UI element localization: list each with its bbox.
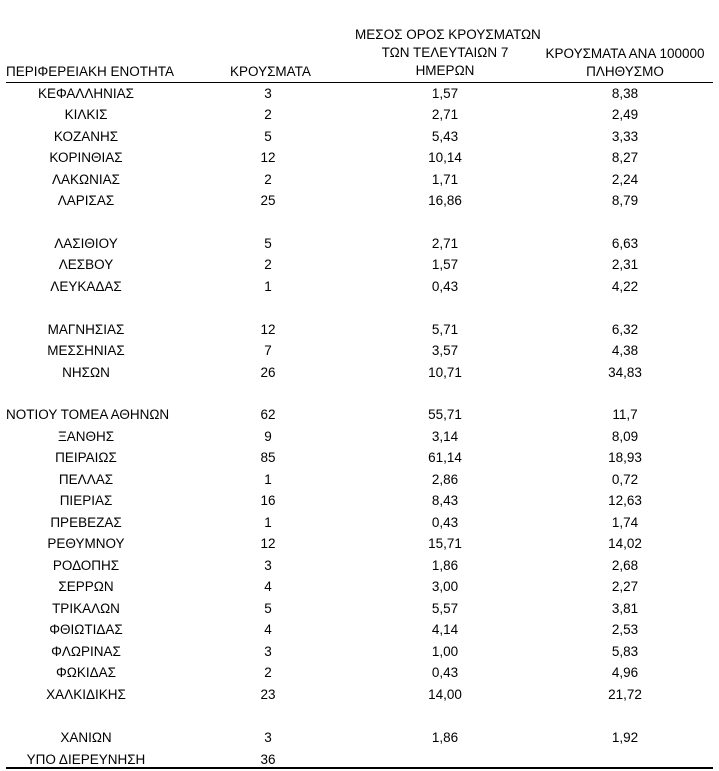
cell-per100k: 2,49 bbox=[611, 107, 639, 122]
cell-region: ΦΘΙΩΤΙΔΑΣ bbox=[49, 622, 123, 637]
cell-cases: 23 bbox=[260, 687, 276, 702]
cell-avg7: 2,86 bbox=[431, 472, 459, 487]
cell-per100k: 4,96 bbox=[611, 665, 639, 680]
cell-region: ΚΟΖΑΝΗΣ bbox=[53, 129, 119, 144]
cell-avg7: 0,43 bbox=[431, 665, 459, 680]
cell-region: ΚΕΦΑΛΛΗΝΙΑΣ bbox=[37, 86, 135, 101]
header-region: ΠΕΡΙΦΕΡΕΙΑΚΗ ΕΝΟΤΗΤΑ bbox=[6, 64, 175, 79]
cell-per100k: 8,38 bbox=[611, 86, 639, 101]
header-per100k-line2: ΠΛΗΘΥΣΜΟ bbox=[586, 64, 664, 79]
cell-per100k: 14,02 bbox=[608, 536, 642, 551]
cell-region: ΛΑΚΩΝΙΑΣ bbox=[52, 172, 120, 187]
cell-per100k: 8,27 bbox=[611, 150, 639, 165]
cell-avg7: 1,57 bbox=[431, 257, 459, 272]
cell-cases: 26 bbox=[260, 365, 276, 380]
cell-avg7: 3,00 bbox=[431, 579, 459, 594]
cell-cases: 4 bbox=[264, 579, 272, 594]
cell-region: ΝΟΤΙΟΥ ΤΟΜΕΑ ΑΘΗΝΩΝ bbox=[6, 407, 170, 422]
cell-cases: 12 bbox=[260, 322, 276, 337]
cell-per100k: 2,53 bbox=[611, 622, 639, 637]
cell-avg7: 2,71 bbox=[431, 236, 459, 251]
cell-avg7: 0,43 bbox=[431, 279, 459, 294]
cell-cases: 2 bbox=[264, 107, 272, 122]
cell-per100k: 12,63 bbox=[608, 493, 642, 508]
cell-region: ΚΙΛΚΙΣ bbox=[64, 107, 108, 122]
cell-region: ΞΑΝΘΗΣ bbox=[57, 429, 115, 444]
cell-per100k: 8,09 bbox=[611, 429, 639, 444]
cell-per100k: 6,32 bbox=[611, 322, 639, 337]
cell-avg7: 5,43 bbox=[431, 129, 459, 144]
cell-cases: 1 bbox=[264, 515, 272, 530]
cell-avg7: 1,57 bbox=[431, 86, 459, 101]
cell-region: ΣΕΡΡΩΝ bbox=[58, 579, 114, 594]
cell-avg7: 15,71 bbox=[428, 536, 462, 551]
header-avg7-line2: ΤΩΝ ΤΕΛΕΥΤΑΙΩΝ 7 bbox=[381, 45, 509, 60]
cell-cases: 7 bbox=[264, 343, 272, 358]
header-avg7 bbox=[355, 26, 541, 80]
cell-per100k: 2,68 bbox=[611, 558, 639, 573]
cell-cases: 9 bbox=[264, 429, 272, 444]
cell-avg7: 8,43 bbox=[431, 493, 459, 508]
cell-avg7: 3,57 bbox=[431, 343, 459, 358]
cell-per100k: 18,93 bbox=[608, 450, 642, 465]
cell-avg7: 4,14 bbox=[431, 622, 459, 637]
cell-avg7: 5,71 bbox=[431, 322, 459, 337]
cell-region: ΠΕΛΛΑΣ bbox=[58, 472, 114, 487]
cell-per100k: 34,83 bbox=[608, 365, 642, 380]
bottom-divider bbox=[6, 767, 713, 769]
cell-cases: 25 bbox=[260, 193, 276, 208]
cell-cases: 12 bbox=[260, 150, 276, 165]
header-per100k bbox=[535, 45, 715, 81]
cell-per100k: 3,81 bbox=[611, 601, 639, 616]
cell-region: ΜΑΓΝΗΣΙΑΣ bbox=[47, 322, 125, 337]
cell-region: ΧΑΝΙΩΝ bbox=[60, 730, 112, 745]
cell-region: ΧΑΛΚΙΔΙΚΗΣ bbox=[46, 687, 126, 702]
cell-cases: 4 bbox=[264, 622, 272, 637]
cell-avg7: 10,71 bbox=[428, 365, 462, 380]
header-cases: ΚΡΟΥΣΜΑΤΑ bbox=[230, 64, 311, 79]
cell-region: ΤΡΙΚΑΛΩΝ bbox=[52, 601, 120, 616]
cell-per100k: 2,24 bbox=[611, 172, 639, 187]
cell-cases: 5 bbox=[264, 129, 272, 144]
cell-cases: 3 bbox=[264, 644, 272, 659]
cell-cases: 5 bbox=[264, 236, 272, 251]
cell-cases: 16 bbox=[260, 493, 276, 508]
cell-cases: 1 bbox=[264, 279, 272, 294]
cell-avg7: 3,14 bbox=[431, 429, 459, 444]
cell-region: ΥΠΟ ΔΙΕΡΕΥΝΗΣΗ bbox=[26, 752, 146, 767]
cell-avg7: 61,14 bbox=[428, 450, 462, 465]
cell-region: ΠΕΙΡΑΙΩΣ bbox=[55, 450, 117, 465]
cell-region: ΡΟΔΟΠΗΣ bbox=[52, 558, 120, 573]
cell-region: ΠΡΕΒΕΖΑΣ bbox=[50, 515, 122, 530]
cell-cases: 2 bbox=[264, 172, 272, 187]
cell-avg7: 2,71 bbox=[431, 107, 459, 122]
header-avg7-line1: ΜΕΣΟΣ ΟΡΟΣ ΚΡΟΥΣΜΑΤΩΝ bbox=[355, 27, 541, 42]
cell-per100k: 21,72 bbox=[608, 687, 642, 702]
cell-region: ΦΛΩΡΙΝΑΣ bbox=[51, 644, 121, 659]
cell-per100k: 8,79 bbox=[611, 193, 639, 208]
cell-cases: 3 bbox=[264, 558, 272, 573]
cell-avg7: 5,57 bbox=[431, 601, 459, 616]
cell-region: ΦΩΚΙΔΑΣ bbox=[56, 665, 116, 680]
cell-per100k: 0,72 bbox=[611, 472, 639, 487]
cell-cases: 1 bbox=[264, 472, 272, 487]
cell-region: ΠΙΕΡΙΑΣ bbox=[59, 493, 113, 508]
cell-region: ΡΕΘΥΜΝΟΥ bbox=[47, 536, 125, 551]
cell-per100k: 2,31 bbox=[611, 257, 639, 272]
cell-avg7: 10,14 bbox=[428, 150, 462, 165]
header-per100k-line1: ΚΡΟΥΣΜΑΤΑ ΑΝΑ 100000 bbox=[545, 46, 705, 61]
cell-cases: 5 bbox=[264, 601, 272, 616]
cell-cases: 85 bbox=[260, 450, 276, 465]
cell-avg7: 55,71 bbox=[428, 407, 462, 422]
cell-per100k: 1,92 bbox=[611, 730, 639, 745]
cell-cases: 36 bbox=[260, 752, 276, 767]
cell-region: ΛΑΣΙΘΙΟΥ bbox=[54, 236, 118, 251]
cell-cases: 3 bbox=[264, 86, 272, 101]
cell-cases: 2 bbox=[264, 665, 272, 680]
cell-region: ΚΟΡΙΝΘΙΑΣ bbox=[49, 150, 123, 165]
cell-per100k: 5,83 bbox=[611, 644, 639, 659]
cell-avg7: 1,86 bbox=[431, 558, 459, 573]
cell-per100k: 3,33 bbox=[611, 129, 639, 144]
cell-region: ΝΗΣΩΝ bbox=[62, 365, 110, 380]
cell-per100k: 2,27 bbox=[611, 579, 639, 594]
cell-cases: 2 bbox=[264, 257, 272, 272]
cell-cases: 3 bbox=[264, 730, 272, 745]
cell-avg7: 14,00 bbox=[428, 687, 462, 702]
cell-avg7: 0,43 bbox=[431, 515, 459, 530]
cell-region: ΛΕΥΚΑΔΑΣ bbox=[50, 279, 122, 294]
cell-avg7: 1,86 bbox=[431, 730, 459, 745]
cell-avg7: 1,00 bbox=[431, 644, 459, 659]
cell-region: ΜΕΣΣΗΝΙΑΣ bbox=[47, 343, 125, 358]
cell-avg7: 16,86 bbox=[428, 193, 462, 208]
cell-avg7: 1,71 bbox=[431, 172, 459, 187]
cell-per100k: 4,22 bbox=[611, 279, 639, 294]
cell-region: ΛΕΣΒΟΥ bbox=[58, 257, 114, 272]
cell-cases: 62 bbox=[260, 407, 276, 422]
cell-per100k: 11,7 bbox=[612, 407, 638, 422]
cell-region: ΛΑΡΙΣΑΣ bbox=[57, 193, 115, 208]
cell-per100k: 6,63 bbox=[611, 236, 639, 251]
cell-per100k: 1,74 bbox=[611, 515, 639, 530]
header-avg7-line3: ΗΜΕΡΩΝ bbox=[415, 63, 475, 78]
cell-per100k: 4,38 bbox=[611, 343, 639, 358]
cell-cases: 12 bbox=[260, 536, 276, 551]
header-divider bbox=[6, 82, 713, 83]
